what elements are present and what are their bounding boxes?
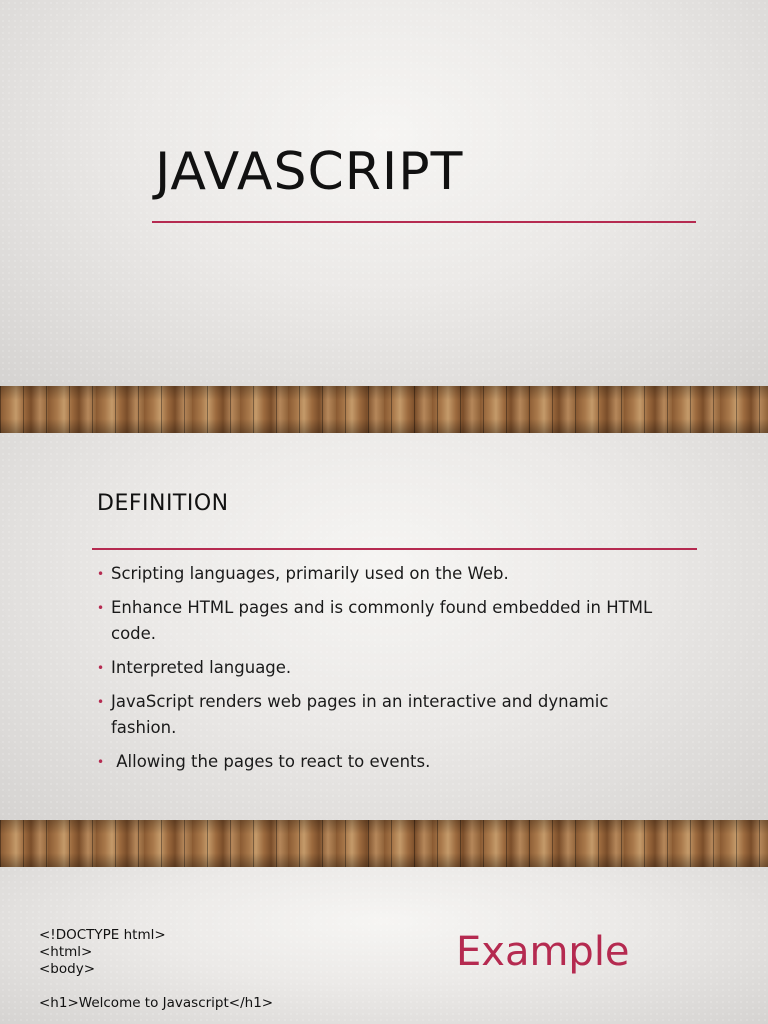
code-sample [39,927,273,1012]
bullet-item [97,689,677,741]
bullet-icon: • [97,567,105,581]
bullet-icon: • [97,755,105,769]
bullet-item [97,655,677,681]
definition-slide [0,433,768,820]
bullet-icon: • [97,661,105,675]
bullet-text: Allowing the pages to react to events. [111,752,431,771]
heading-underline [92,548,697,550]
slide-title: JAVASCRIPT [155,142,464,202]
code-line: <!DOCTYPE html> [39,927,166,943]
example-slide [0,867,768,1024]
example-heading: Example [456,929,630,975]
title-slide [0,0,768,386]
definition-bullet-list [97,561,677,783]
bullet-text: Interpreted language. [111,658,292,677]
code-line: <body> [39,961,96,977]
bullet-text: Scripting languages, primarily used on the Web. [111,564,509,583]
code-line: <html> [39,944,93,960]
wood-floor-divider [0,820,768,867]
title-underline [152,221,696,223]
bullet-text: JavaScript renders web pages in an interactive and dynamic fashion. [111,692,609,737]
bullet-icon: • [97,695,105,709]
wood-floor-divider [0,386,768,433]
bullet-text: Enhance HTML pages and is commonly found embedded in HTML code. [111,598,653,643]
bullet-item [97,561,677,587]
definition-heading: DEFINITION [97,491,229,516]
bullet-icon: • [97,601,105,615]
code-line: <h1>Welcome to Javascript</h1> [39,995,274,1011]
bullet-item [97,749,677,775]
bullet-item [97,595,677,647]
code-line [39,978,273,995]
